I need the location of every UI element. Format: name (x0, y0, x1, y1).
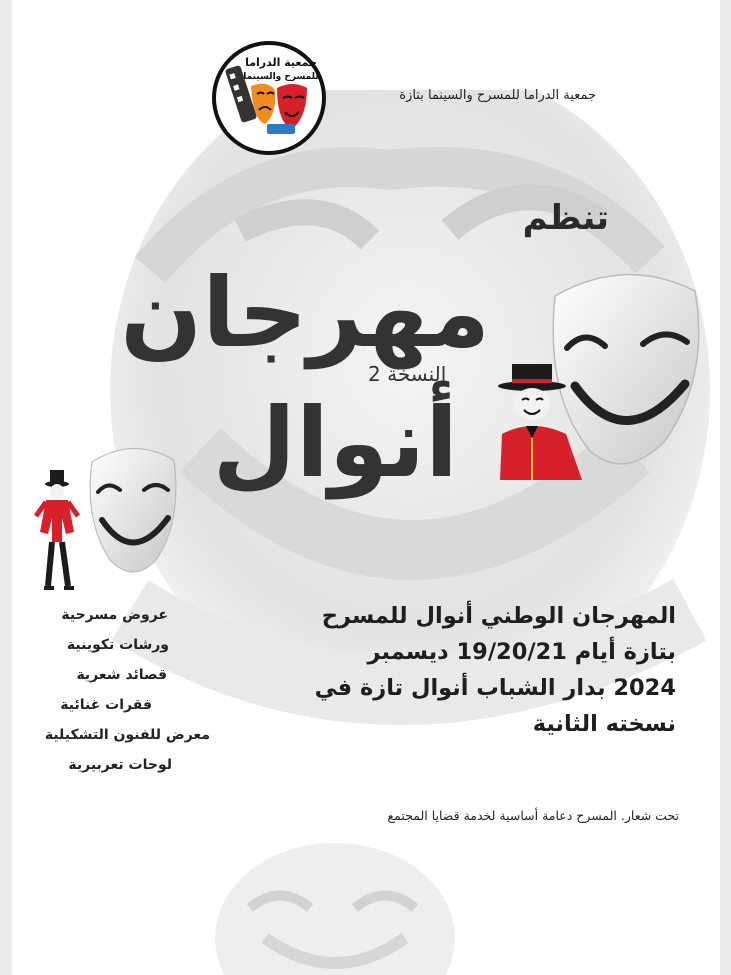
description-line: بتازة أيام 19/20/21 ديسمبر (367, 639, 676, 665)
slogan-text: تحت شعار. المسرح دعامة أساسية لخدمة قضايا المجتمع (387, 808, 679, 823)
description-line: نسخته الثانية (532, 711, 676, 737)
list-item: لوحات تعربيرية (68, 757, 172, 773)
bottom-faded-mask-image (205, 838, 465, 975)
smiling-mask-icon (86, 442, 180, 578)
description-line: 2024 بدار الشباب أنوال تازة في (314, 675, 676, 701)
magician-icon (32, 468, 84, 590)
activities-list (30, 600, 215, 780)
edition-label: النسخة 2 (368, 362, 447, 386)
festival-title-name: أنوال (212, 387, 458, 499)
list-item: عروض مسرحية (61, 607, 168, 623)
organizes-heading: تنظم (522, 198, 609, 238)
list-item: قصائد شعرية (76, 667, 167, 683)
description-line: المهرجان الوطني أنوال للمسرح (321, 603, 676, 629)
logo-text-line1: جمعية الدراما (245, 56, 317, 69)
list-item: فقرات غنائية (60, 697, 152, 713)
theatre-masks-logo-icon (211, 40, 327, 156)
logo-text-line2: للمسرح والسينما (243, 72, 319, 82)
magician-icon (496, 346, 586, 480)
list-item: ورشات تكوينية (66, 637, 169, 653)
association-name: جمعية الدراما للمسرح والسينما بتازة (399, 88, 596, 103)
festival-title-word: مهرجان (120, 257, 490, 369)
list-item: معرض للفنون التشكيلية (44, 727, 210, 743)
festival-description (290, 598, 676, 742)
